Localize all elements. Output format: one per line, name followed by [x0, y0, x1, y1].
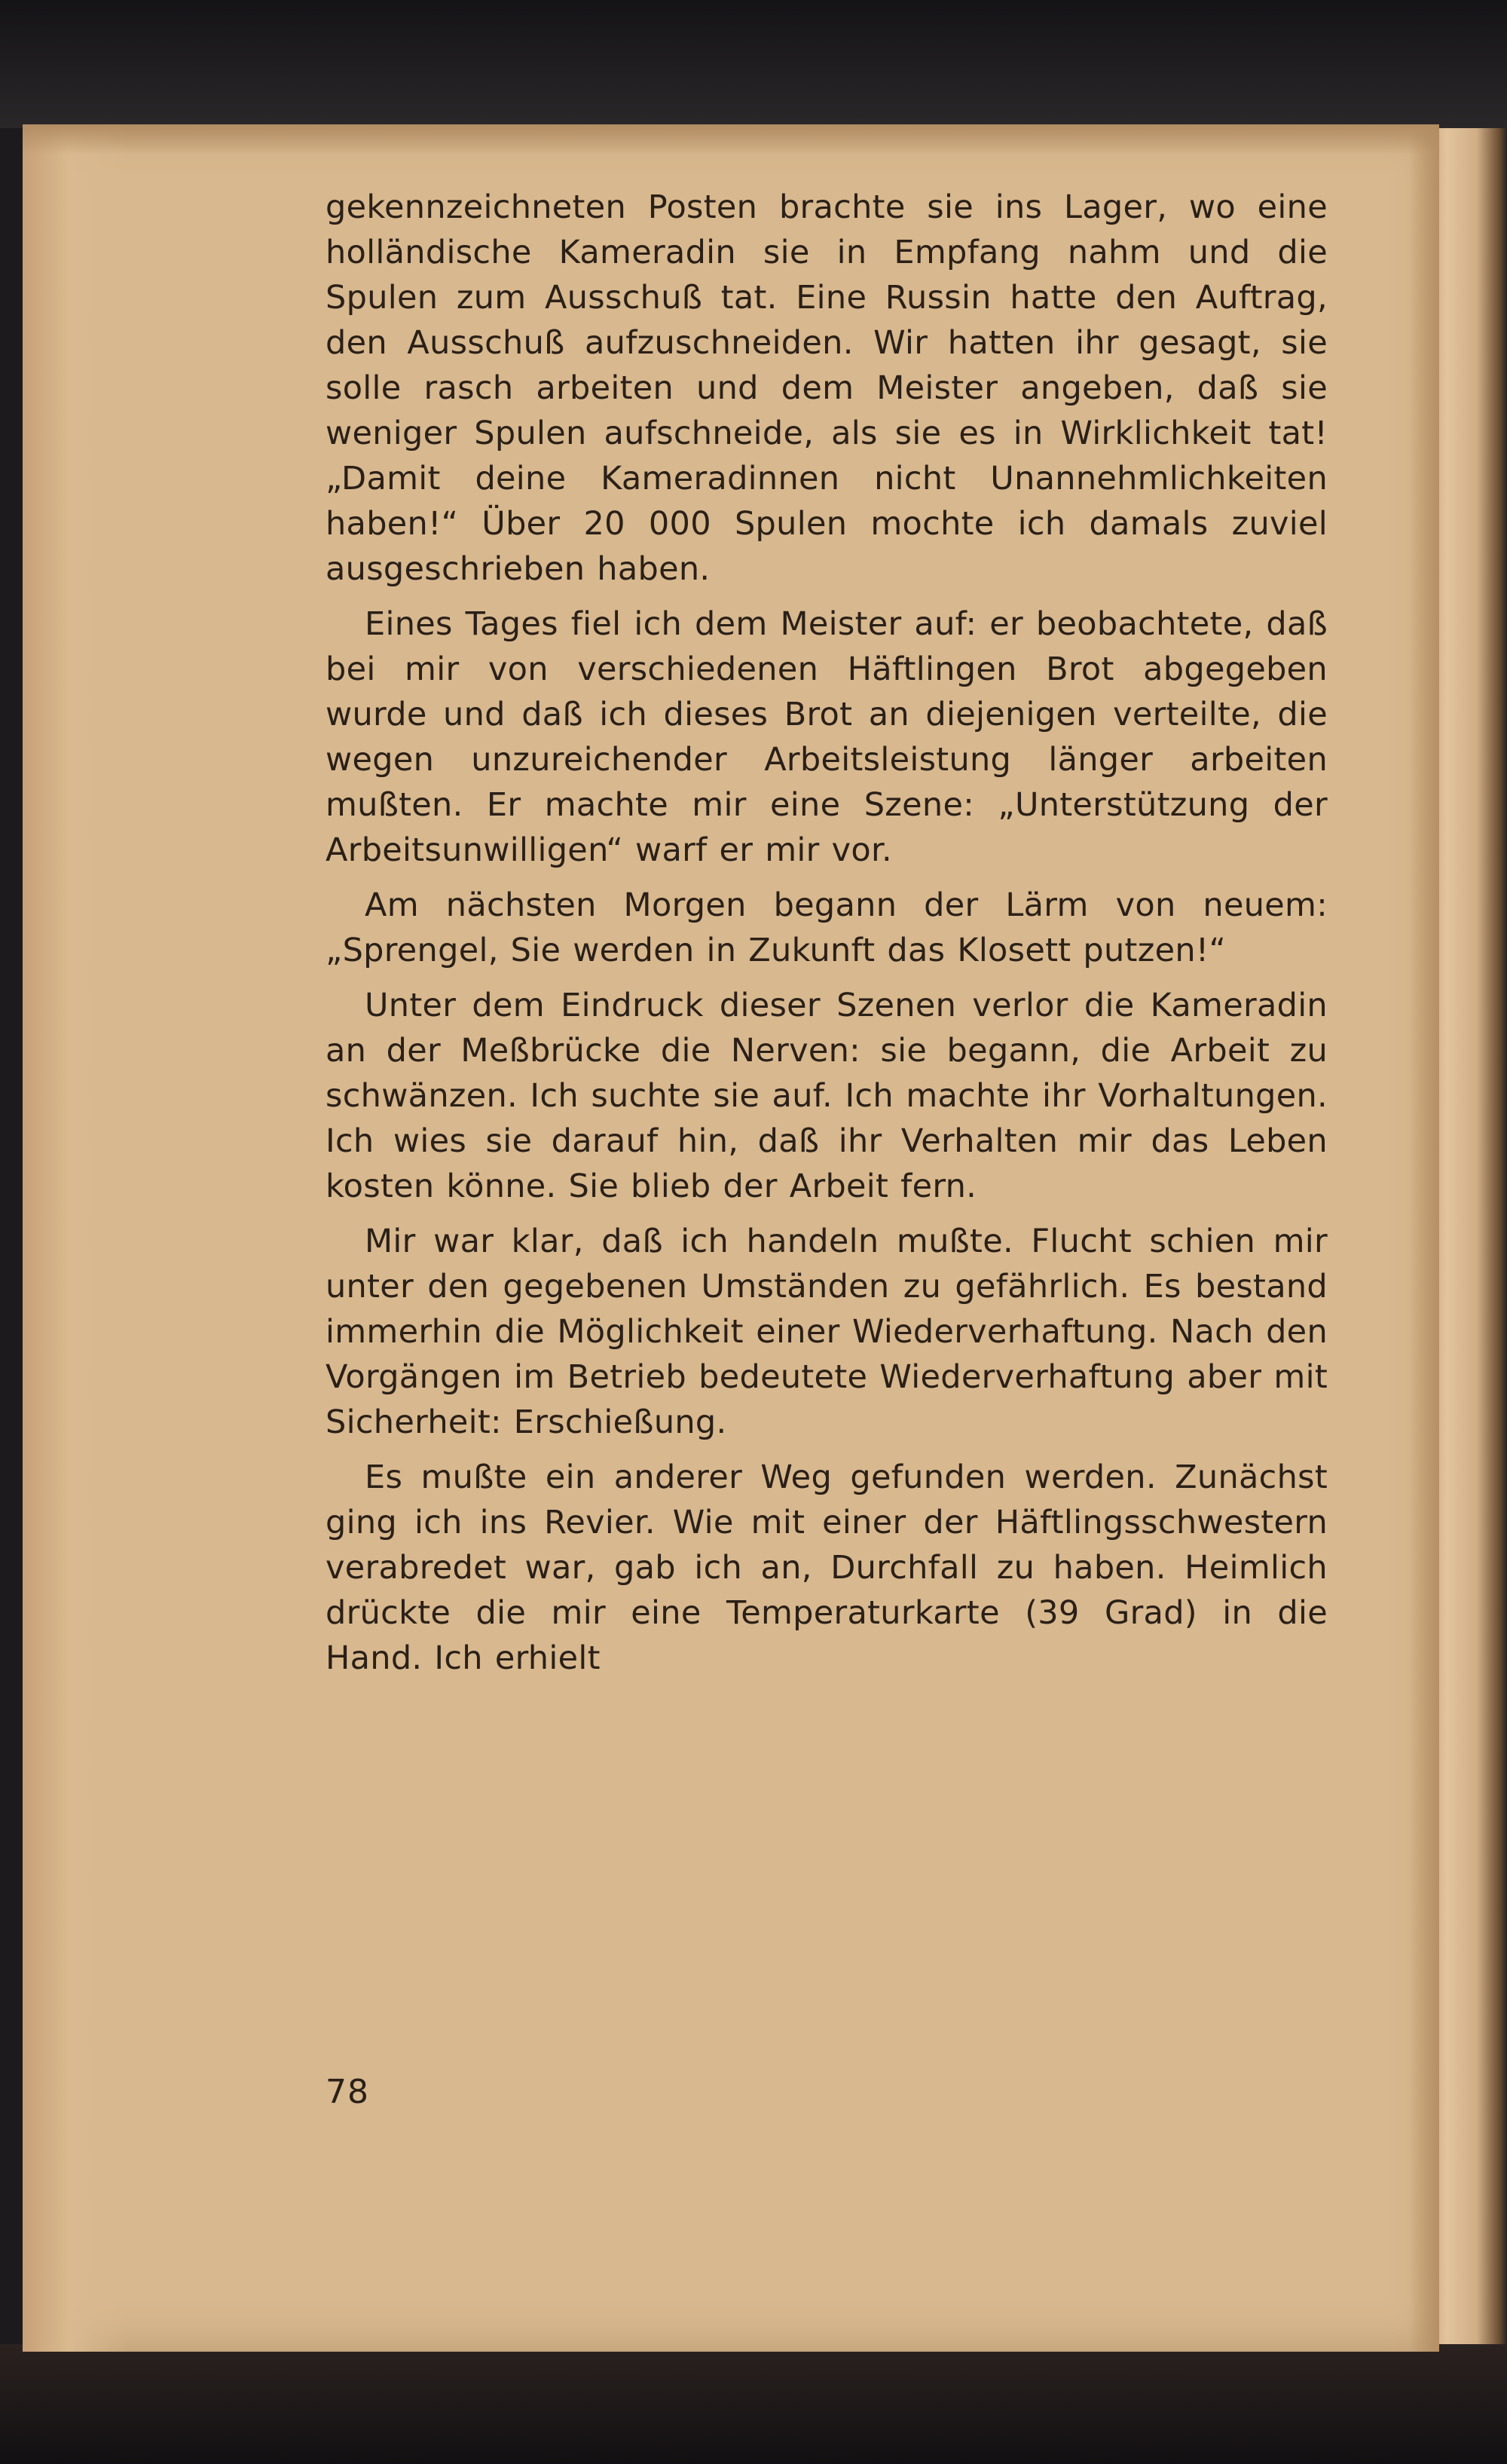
paragraph-2: Eines Tages fiel ich dem Meister auf: er beobachtete, daß bei mir von verschiedenen Häftlingen Brot abgegeben wurde und daß ich dieses Brot an diejenigen verteilte, die wegen unzureichender Arbeitsleistung länger arbeiten mußten. Er machte mir eine Szene: „Unterstützung der Arbeitsunwilligen“ warf er mir vor. — [326, 605, 1328, 869]
page-number: 78 — [326, 2073, 369, 2111]
page-right-edge — [1409, 124, 1439, 2352]
page-top-edge — [23, 124, 1439, 155]
background-bottom — [0, 2344, 1507, 2464]
page-gutter-shadow — [23, 124, 128, 2352]
paragraph-1: gekennzeichneten Posten brachte sie ins Lager, wo eine holländische Kameradin sie in Empfang nahm und die Spulen zum Ausschuß tat. Eine Russin hatte den Auftrag, den Ausschuß aufzuschneiden. Wir hatten ihr gesagt, sie solle rasch arbeiten und dem Meister angeben, daß sie weniger Spulen aufschneide, als sie es in Wirklichkeit tat! „Damit deine Kameradinnen nicht Unannehmlichkeiten haben!“ Über 20 000 Spulen mochte ich damals zuviel ausgeschrieben haben. — [326, 188, 1328, 588]
background-top — [0, 0, 1507, 128]
paragraph-3: Am nächsten Morgen begann der Lärm von neuem: „Sprengel, Sie werden in Zukunft das Klosett putzen!“ — [326, 886, 1328, 969]
body-text — [326, 185, 1328, 1691]
paragraph-6: Es mußte ein anderer Weg gefunden werden. Zunächst ging ich ins Revier. Wie mit einer der Häftlingsschwestern verabredet war, gab ich an, Durchfall zu haben. Heimlich drückte die mir eine Temperaturkarte (39 Grad) in die Hand. Ich erhielt — [326, 1459, 1328, 1677]
paragraph-5: Mir war klar, daß ich handeln mußte. Flucht schien mir unter den gegebenen Umständen zu gefährlich. Es bestand immerhin die Möglichkeit einer Wiederverhaftung. Nach den Vorgängen im Betrieb bedeutete Wiederverhaftung aber mit Sicherheit: Erschießung. — [326, 1223, 1328, 1441]
paragraph-4: Unter dem Eindruck dieser Szenen verlor die Kameradin an der Meßbrücke die Nerven: sie begann, die Arbeit zu schwänzen. Ich suchte sie auf. Ich machte ihr Vorhaltungen. Ich wies sie darauf hin, daß ihr Verhalten mir das Leben kosten könne. Sie blieb der Arbeit fern. — [326, 987, 1328, 1205]
